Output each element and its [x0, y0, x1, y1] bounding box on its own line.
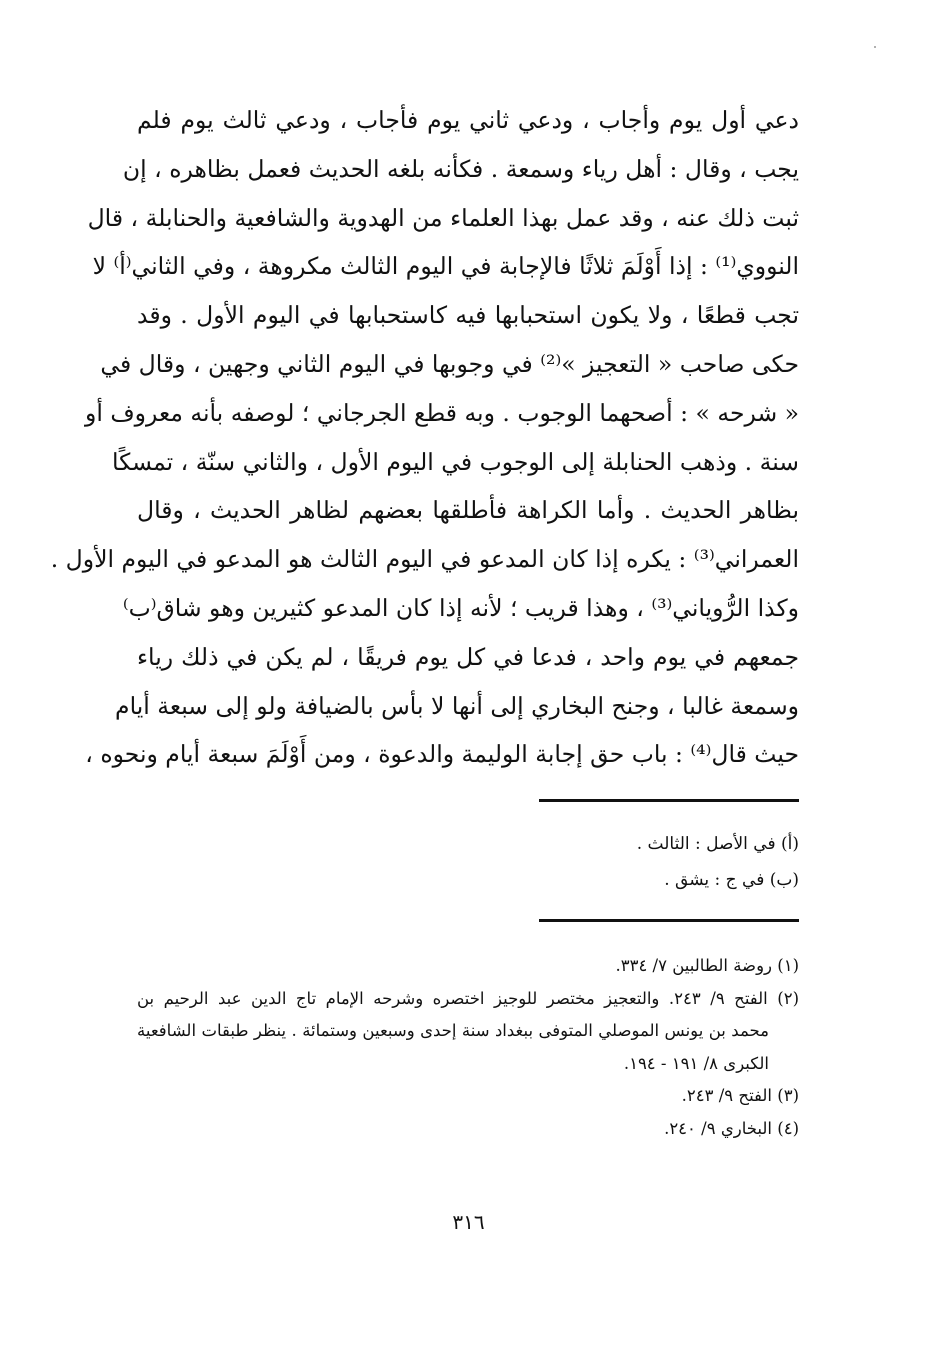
text-line-9: بظاهر الحديث . وأما الكراهة فأطلقها بعضهم لظاهر الحديث ، وقال	[137, 496, 799, 525]
footnote-2-continued: محمد بن يونس الموصلي المتوفى ببغداد سنة إحدى وسبعين وستمائة . ينظر طبقات الشافعية	[137, 1021, 769, 1040]
text-line-11: وكذا الرُّوياني⁽³⁾ ، وهذا قريب ؛ لأنه إذا كان المدعو كثيرين وهو شاق⁽ب⁾	[122, 593, 799, 622]
text-line-10: العمراني⁽³⁾ : يكره إذا كان المدعو في اليوم الثالث هو المدعو في اليوم الأول .	[50, 545, 799, 574]
footnote-3: (٣) الفتح ٩/ ٢٤٣.	[681, 1086, 799, 1105]
page-number: ٣١٦	[452, 1210, 485, 1234]
footnote-2-continued-end: الكبرى ٨/ ١٩١ - ١٩٤.	[623, 1053, 769, 1073]
scan-speck	[874, 46, 876, 48]
separator-rule-variants	[539, 799, 799, 802]
footnote-1: (١) روضة الطالبين ٧/ ٣٣٤.	[615, 956, 799, 975]
footnotes	[137, 950, 799, 1145]
footnote-4: (٤) البخاري ٩/ ٢٤٠.	[664, 1118, 799, 1138]
variant-note-a: (أ) في الأصل : الثالث .	[636, 834, 799, 854]
separator-rule-footnotes	[539, 919, 799, 922]
text-line-7: « شرحه » : أصحهما الوجوب . وبه قطع الجرجاني ؛ لوصفه بأنه معروف أو	[84, 398, 799, 427]
variant-note-b: (ب) في ج : يشق .	[664, 870, 799, 890]
text-line-6: حكى صاحب « التعجيز »⁽²⁾ في وجوبها في اليوم الثاني وجهين ، وقال في	[100, 349, 799, 378]
text-line-13: وسمعة غالبا ، وجنح البخاري إلى أنها لا بأس بالضيافة ولو إلى سبعة أيام	[115, 691, 799, 720]
text-line-1: دعي أول يوم وأجاب ، ودعي ثاني يوم فأجاب ، ودعي ثالث يوم فلم	[137, 106, 799, 134]
text-line-2: يجب ، وقال : أهل رياء وسمعة . فكأنه بلغه الحديث فعمل بظاهره ، إن	[122, 154, 799, 183]
text-line-5: تجب قطعًا ، ولا يكون استحبابها فيه كاستحبابها في اليوم الأول . وقد	[137, 301, 799, 330]
text-line-3: ثبت ذلك عنه ، وقد عمل بهذا العلماء من الهدوية والشافعية والحنابلة ، قال	[87, 203, 799, 232]
text-line-8: سنة . وذهب الحنابلة إلى الوجوب في اليوم الأول ، والثاني سنّة ، تمسكًا	[111, 447, 799, 476]
main-text	[50, 96, 799, 779]
text-line-14: حيث قال⁽⁴⁾ : باب حق إجابة الوليمة والدعوة ، ومن أَوْلَمَ سبعة أيام ونحوه ،	[85, 740, 799, 769]
footnote-2: (٢) الفتح ٩/ ٢٤٣. والتعجيز مختصر للوجيز اختصره وشرحه الإمام تاج الدين عبد الرحيم بن	[137, 988, 800, 1008]
variant-notes	[137, 826, 799, 898]
text-line-12: جمعهم في يوم واحد ، فدعا في كل يوم فريقًا ، لم يكن في ذلك رياء	[137, 642, 799, 671]
text-line-4: النووي⁽¹⁾ : إذا أَوْلَمَ ثلاثًا فالإجابة في اليوم الثالث مكروهة ، وفي الثاني⁽أ⁾ لا	[92, 252, 799, 281]
